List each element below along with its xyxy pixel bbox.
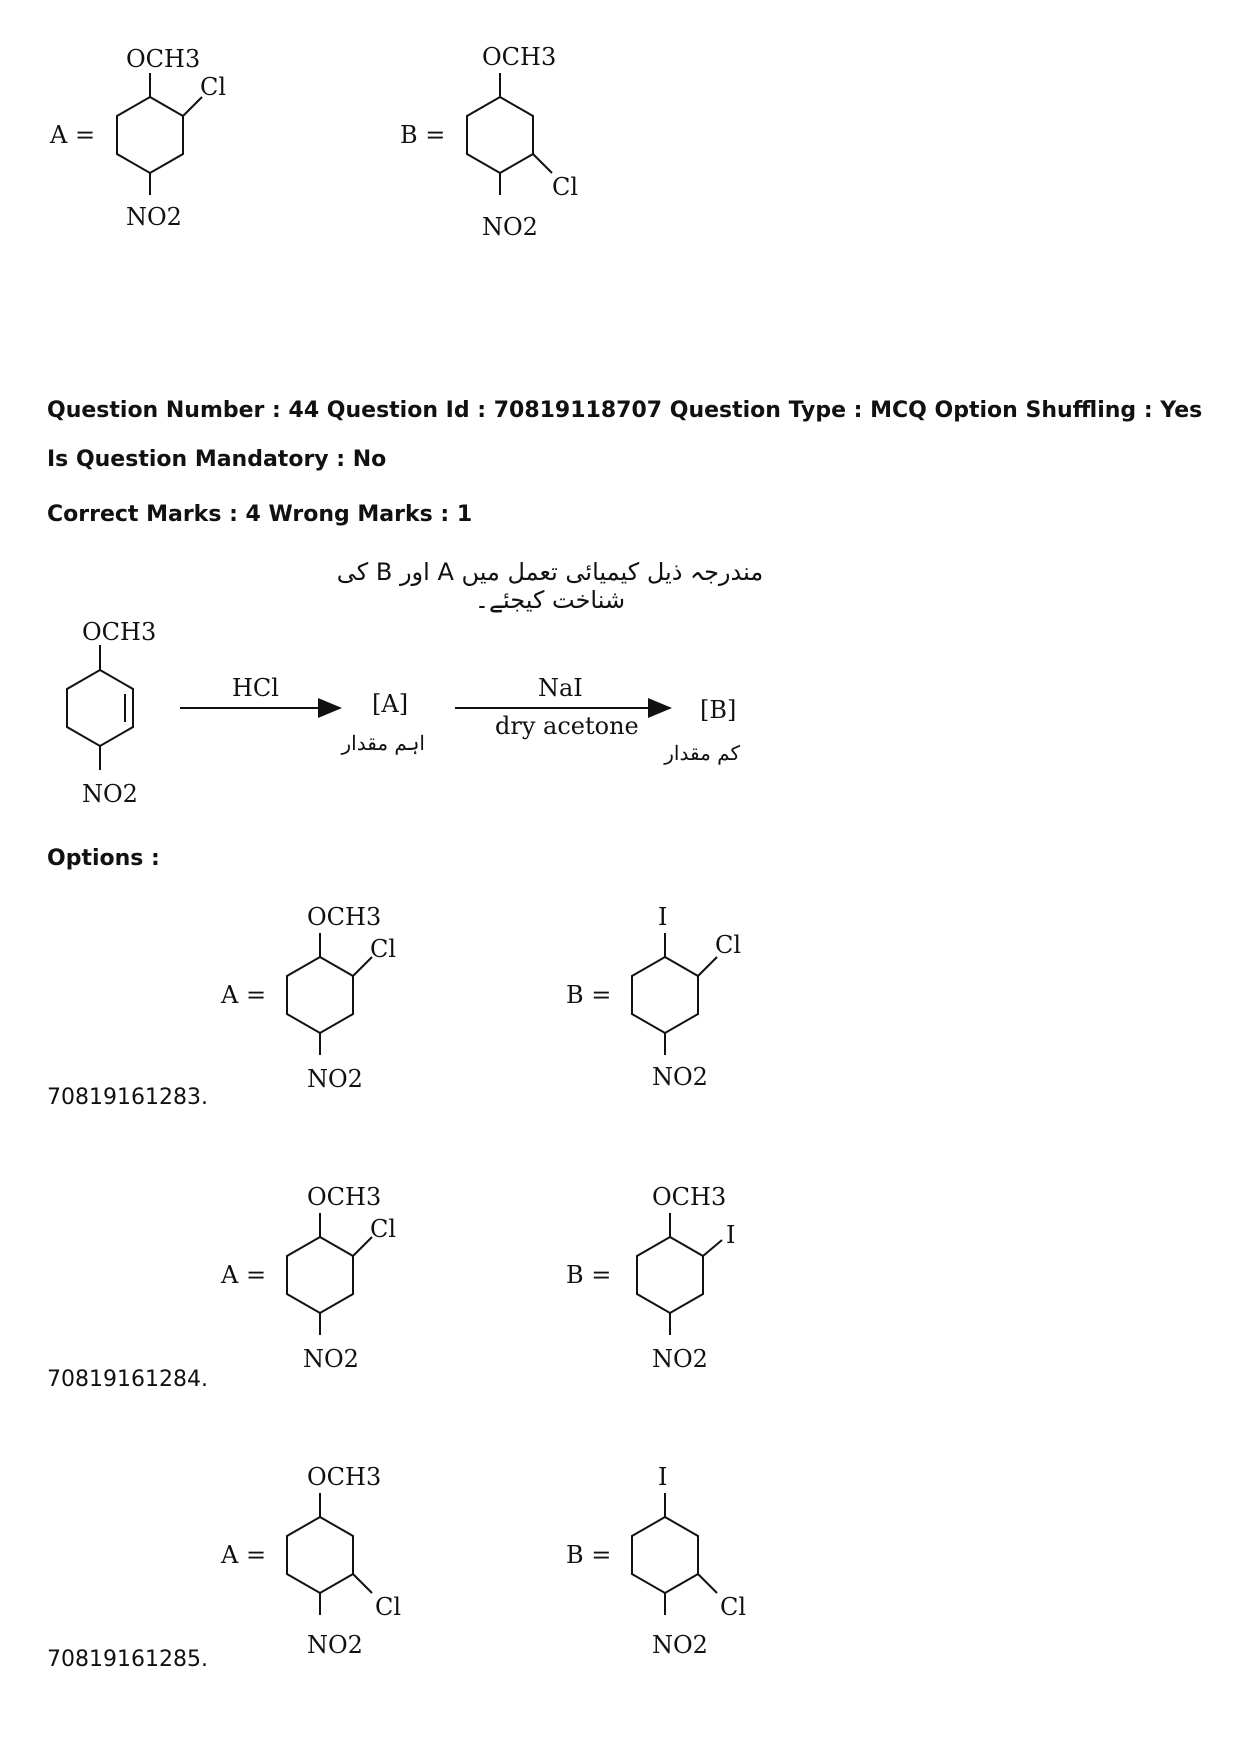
product-a-note: اہم مقدار [341, 731, 425, 755]
structure-label: B = [400, 121, 446, 149]
option-2-id[interactable]: 70819161284. [47, 1367, 208, 1392]
structure-label: A = [221, 1541, 267, 1569]
option-1-structure-a [215, 895, 455, 1110]
substituent-side: Cl [200, 73, 227, 101]
substituent-bottom: NO2 [307, 1631, 363, 1659]
option-3-structure-b [560, 1455, 800, 1670]
structure-label: A = [221, 981, 267, 1009]
reactant-top: OCH3 [82, 618, 157, 646]
substituent-top: OCH3 [652, 1183, 727, 1211]
question-marks: Correct Marks : 4 Wrong Marks : 1 [47, 502, 473, 527]
urdu-prompt: مندرجہ ذیل کیمیائی تعمل میں A اور B کی شناخت کیجئے۔ [336, 558, 764, 614]
substituent-bottom: NO2 [303, 1345, 359, 1373]
substituent-bottom: NO2 [482, 213, 538, 241]
product-b-note: کم مقدار [664, 741, 740, 765]
substituent-side: Cl [552, 173, 579, 201]
substituent-top: I [658, 903, 668, 931]
option-1-id[interactable]: 70819161283. [47, 1085, 208, 1110]
reagent-2-top: NaI [538, 674, 583, 702]
option-2-structure-a [215, 1175, 455, 1390]
product-a: [A] [372, 690, 409, 718]
structure-label: B = [566, 1261, 612, 1289]
question-meta-line: Question Number : 44 Question Id : 70819118707 Question Type : MCQ Option Shuffling : Yes [47, 398, 1203, 423]
option-3-id[interactable]: 70819161285. [47, 1647, 208, 1672]
structure-label: A = [50, 121, 96, 149]
structure-label: B = [566, 1541, 612, 1569]
substituent-top: OCH3 [307, 903, 382, 931]
substituent-top: OCH3 [482, 43, 557, 71]
reagent-1: HCl [232, 674, 279, 702]
substituent-side: Cl [375, 1593, 402, 1621]
option-2-structure-b [560, 1175, 800, 1390]
substituent-side: Cl [370, 1215, 397, 1243]
reactant-bottom: NO2 [82, 780, 138, 808]
substituent-bottom: NO2 [652, 1631, 708, 1659]
options-label: Options : [47, 846, 160, 871]
top-structure-a [40, 35, 280, 250]
option-1-structure-b [560, 895, 800, 1110]
substituent-top: OCH3 [307, 1463, 382, 1491]
substituent-bottom: NO2 [307, 1065, 363, 1093]
substituent-top: OCH3 [126, 45, 201, 73]
substituent-side: Cl [715, 931, 742, 959]
substituent-top: I [658, 1463, 668, 1491]
top-structure-b [390, 35, 630, 250]
substituent-bottom: NO2 [652, 1063, 708, 1091]
option-3-structure-a [215, 1455, 455, 1670]
structure-label: A = [221, 1261, 267, 1289]
reagent-2-bottom: dry acetone [495, 712, 639, 740]
product-b: [B] [700, 696, 737, 724]
question-mandatory: Is Question Mandatory : No [47, 447, 387, 472]
substituent-top: OCH3 [307, 1183, 382, 1211]
structure-label: B = [566, 981, 612, 1009]
substituent-side: Cl [370, 935, 397, 963]
substituent-side: Cl [720, 1593, 747, 1621]
substituent-bottom: NO2 [652, 1345, 708, 1373]
substituent-side: I [726, 1221, 736, 1249]
substituent-bottom: NO2 [126, 203, 182, 231]
reaction-scheme [40, 600, 800, 820]
